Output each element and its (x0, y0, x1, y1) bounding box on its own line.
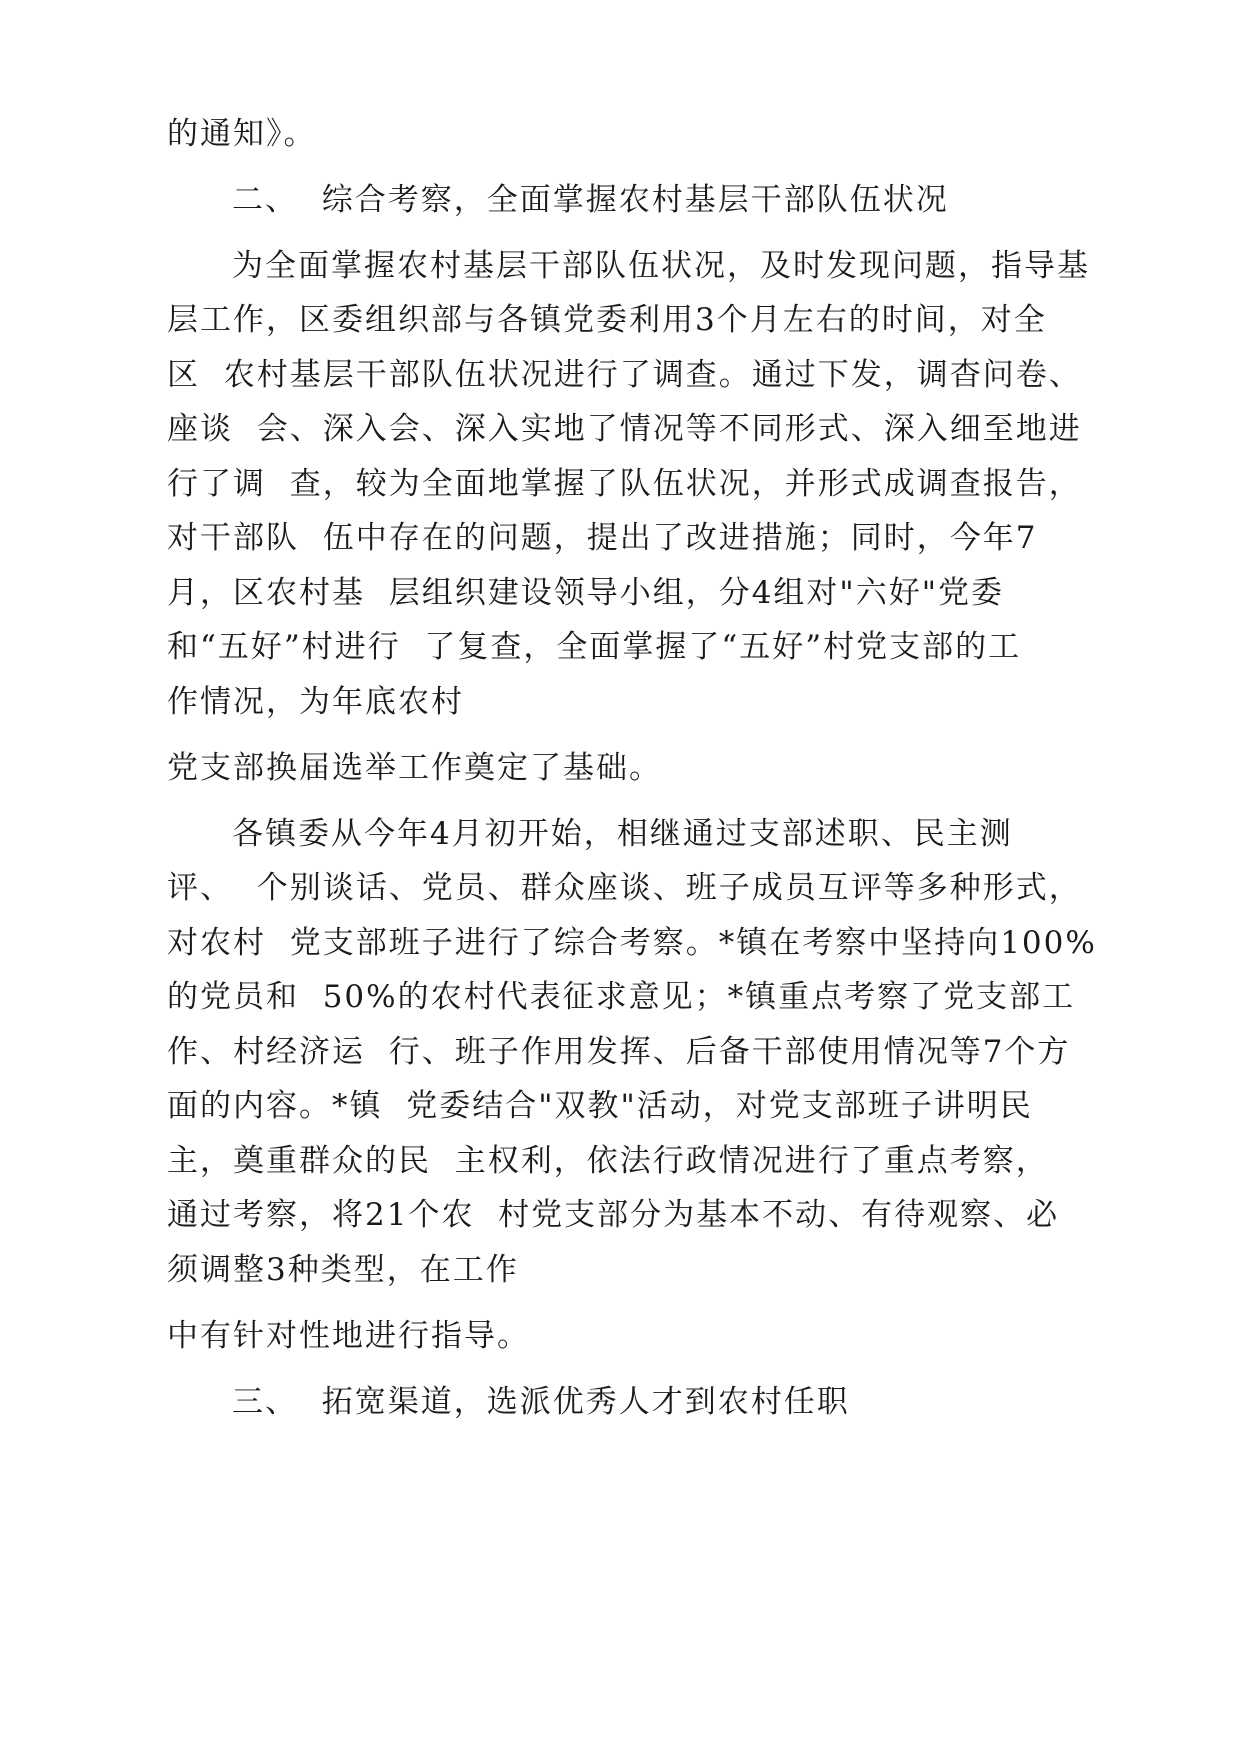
text-line: 党支部换届选举工作奠定了基础。 (167, 750, 662, 786)
text-line: 月，区农村基 层组织建设领导小组，分4组对"六好"党委 (167, 575, 1004, 611)
text-line: 对干部队 伍中存在的问题，提出了改进措施；同时，今年7 (167, 520, 1038, 556)
text-line: 中有针对性地进行指导。 (167, 1318, 530, 1354)
text-line: 行了调 查，较为全面地掌握了队伍状况，并形式成调查报告， (167, 466, 1082, 502)
text-line: 主，奠重群众的民 主权利，依法行政情况进行了重点考察， (167, 1143, 1049, 1179)
text-line: 区 农村基层干部队伍状况进行了调查。通过下发，调杳问卷、 (167, 357, 1082, 393)
text-line: 面的内容。*镇 党委结合"双教"活动，对党支部班子讲明民 (167, 1088, 1033, 1124)
text-line: 的党员和 50%的农村代表征求意见；*镇重点考察了党支部工 (167, 979, 1076, 1015)
text-line: 各镇委从今年4月初开始，相继通过支部述职、民主测 (232, 816, 1013, 852)
text-line: 座谈 会、深入会、深入实地了情况等不同形式、深入细至地进 (167, 411, 1082, 447)
text-line: 通过考察，将21个农 村党支部分为基本不动、有待观察、必 (167, 1197, 1060, 1233)
text-line: 须调整3种类型，在工作 (167, 1252, 519, 1288)
text-line: 评、 个别谈话、党员、群众座谈、班子成员互评等多种形式， (167, 870, 1082, 906)
text-line: 作、村经济运 行、班子作用发挥、后备干部使用情况等7个方 (167, 1034, 1071, 1070)
text-line: 层工作，区委组织部与各镇党委利用3个月左右的时间，对全 (167, 302, 1047, 338)
text-line: 作情况，为年底农村 (167, 684, 464, 720)
text-line: 对农村 党支部班子进行了综合考察。*镇在考察中坚持向100% (167, 925, 1097, 961)
section-heading-3: 三、 拓宽渠道，选派优秀人才到农村任职 (232, 1384, 850, 1420)
text-line: 的通知》。 (167, 116, 317, 152)
text-line: 为全面掌握农村基层干部队伍状况，及时发现问题，指导基 (232, 248, 1090, 284)
section-heading-2: 二、 综合考察，全面掌握农村基层干部队伍状况 (232, 182, 949, 218)
text-line: 和“五好”村进行 了复查，全面掌握了“五好”村党支部的工 (167, 629, 1022, 665)
